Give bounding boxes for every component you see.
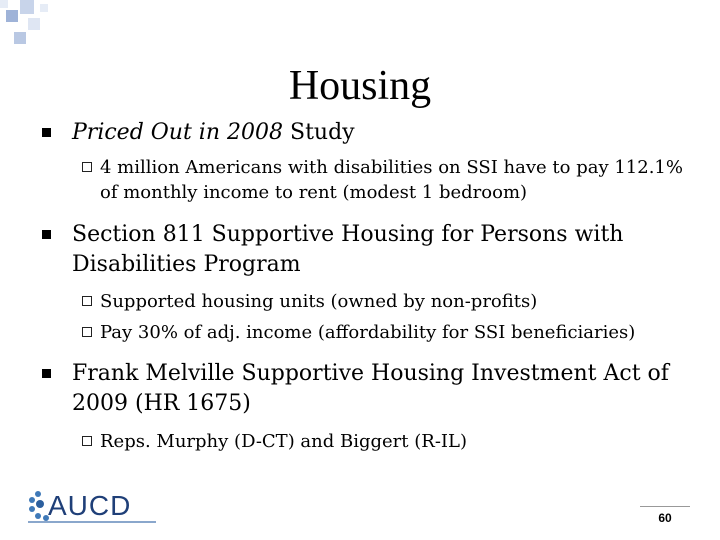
slide-title: Housing xyxy=(288,63,432,109)
bullet-text: Section 811 Supportive Housing for Persons with Disabilities Program xyxy=(72,222,624,277)
subitem-supported-housing xyxy=(38,289,698,314)
bullet-frank-melville xyxy=(38,359,698,419)
subitem-text: Supported housing units (owned by non-profits) xyxy=(100,291,538,312)
square-bullet-icon xyxy=(42,128,51,137)
subitem-pay-30 xyxy=(38,320,698,345)
hollow-square-bullet-icon xyxy=(82,296,92,306)
bullet-section-811 xyxy=(38,220,698,280)
subitem-text: Pay 30% of adj. income (affordability for SSI beneficiaries) xyxy=(100,322,636,343)
hollow-square-bullet-icon xyxy=(82,327,92,337)
subitem-reps xyxy=(38,429,698,454)
page-number-divider xyxy=(640,506,690,507)
page-number: 60 xyxy=(658,511,672,525)
subitem-ssi-income xyxy=(38,155,698,205)
logo-text: AUCD xyxy=(48,490,132,521)
corner-decoration xyxy=(0,0,80,60)
bullet-text: Frank Melville Supportive Housing Investment Act of 2009 (HR 1675) xyxy=(72,361,669,416)
hollow-square-bullet-icon xyxy=(82,162,92,172)
bullet-text: Study xyxy=(283,120,355,145)
square-bullet-icon xyxy=(42,230,51,239)
slide-content xyxy=(38,118,698,454)
subitem-text: Reps. Murphy (D-CT) and Biggert (R-IL) xyxy=(100,431,467,452)
bullet-text-italic: Priced Out in 2008 xyxy=(72,120,283,145)
hollow-square-bullet-icon xyxy=(82,436,92,446)
bullet-priced-out xyxy=(38,118,698,148)
logo-tagline-line xyxy=(28,521,156,523)
subitem-text: 4 million Americans with disabilities on SSI have to pay 112.1% of monthly income to rent (modest 1 bedroom) xyxy=(100,157,683,203)
square-bullet-icon xyxy=(42,369,51,378)
